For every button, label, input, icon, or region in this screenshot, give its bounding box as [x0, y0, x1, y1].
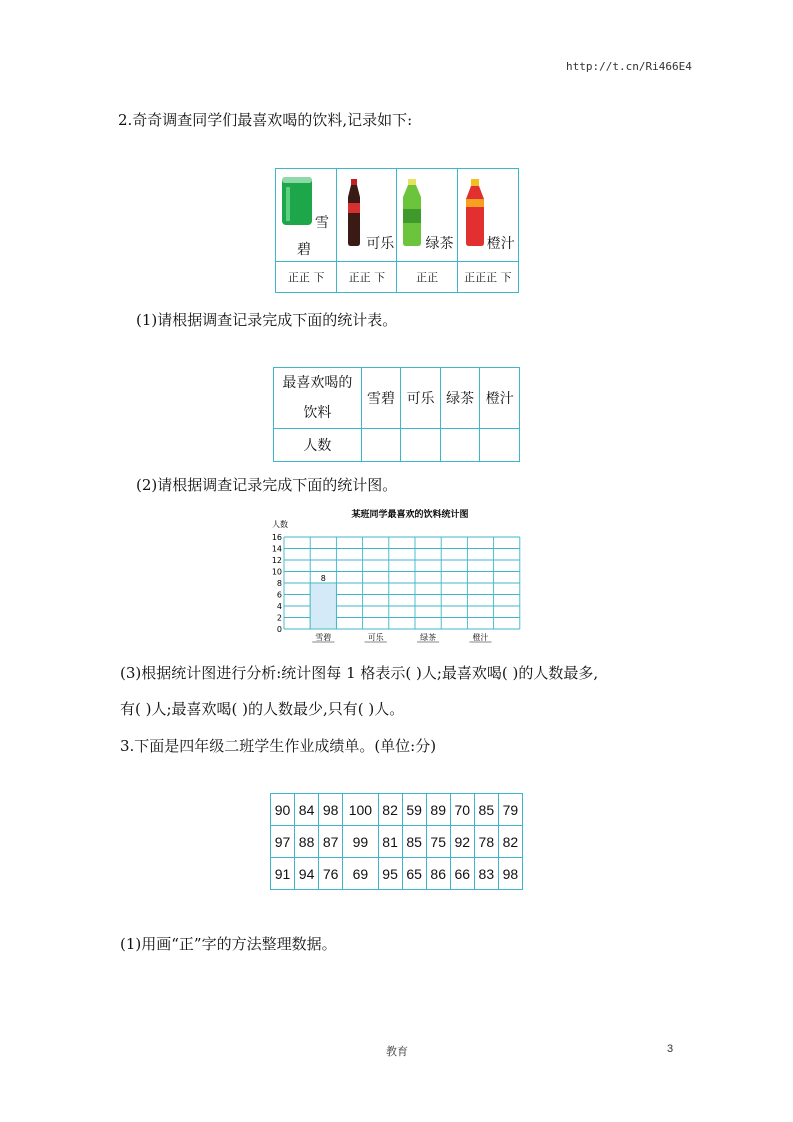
score-cell: 76 — [319, 858, 343, 890]
score-cell: 65 — [402, 858, 426, 890]
record-cell-green-tea — [397, 169, 457, 262]
question-2-part-1: (1)请根据调查记录完成下面的统计表。 — [136, 311, 398, 329]
score-row — [271, 826, 523, 858]
chart-title: 某班同学最喜欢的饮料统计图 — [351, 510, 469, 520]
stats-header-bottom: 饮料 — [303, 405, 332, 421]
drink-name-bottom: 碧 — [297, 242, 311, 258]
score-cell: 82 — [498, 826, 522, 858]
tally-orange-juice: 正正正 下 — [457, 262, 518, 293]
tally-sprite: 正正 下 — [276, 262, 337, 293]
score-cell: 89 — [426, 794, 450, 826]
score-cell: 85 — [402, 826, 426, 858]
score-cell: 88 — [295, 826, 319, 858]
score-cell: 66 — [450, 858, 474, 890]
y-tick-label: 12 — [271, 556, 282, 565]
y-tick-label: 4 — [276, 602, 282, 611]
chart-x-labels — [312, 632, 491, 642]
stats-row-label: 人数 — [274, 429, 362, 462]
score-cell: 91 — [271, 858, 295, 890]
drink-name: 橙汁 — [486, 236, 515, 252]
green-tea-bottle-icon — [400, 179, 424, 247]
score-cell: 83 — [474, 858, 498, 890]
y-tick-label: 16 — [271, 533, 282, 542]
page-number: 3 — [667, 1043, 674, 1055]
y-tick-label: 10 — [271, 567, 282, 577]
score-cell: 98 — [319, 794, 343, 826]
score-cell: 69 — [343, 858, 378, 890]
x-tick-label: 绿茶 — [420, 633, 437, 642]
score-cell: 86 — [426, 858, 450, 890]
score-cell: 81 — [378, 826, 402, 858]
stats-answer-cell[interactable] — [480, 429, 520, 462]
drink-name: 绿茶 — [425, 236, 454, 252]
score-row — [271, 794, 523, 826]
question-3-title: 3.下面是四年级二班学生作业成绩单。(单位:分) — [120, 737, 437, 755]
drink-name: 可乐 — [366, 236, 395, 252]
score-cell: 98 — [498, 858, 522, 890]
score-cell: 99 — [343, 826, 378, 858]
y-tick-label: 8 — [276, 579, 282, 588]
score-cell: 79 — [498, 794, 522, 826]
green-can-icon — [280, 175, 314, 227]
tally-green-tea: 正正 — [397, 262, 457, 293]
y-tick-label: 6 — [276, 590, 282, 600]
stats-header-top: 最喜欢喝的 — [282, 375, 353, 391]
source-url: http://t.cn/Ri466E4 — [566, 60, 692, 73]
x-tick-label: 可乐 — [367, 633, 384, 642]
score-cell: 84 — [295, 794, 319, 826]
score-cell: 92 — [450, 826, 474, 858]
stats-header-cell — [274, 368, 362, 429]
score-cell: 97 — [271, 826, 295, 858]
stats-answer-cell[interactable] — [361, 429, 401, 462]
record-cell-sprite — [276, 169, 337, 262]
drink-record-table — [275, 168, 519, 293]
stats-col-cola: 可乐 — [401, 368, 441, 429]
cola-bottle-icon — [344, 179, 364, 247]
drink-name-top: 雪 — [315, 215, 329, 231]
score-cell: 100 — [343, 794, 378, 826]
stats-col-sprite: 雪碧 — [361, 368, 401, 429]
bar-data-label: 8 — [320, 574, 326, 583]
record-cell-orange-juice — [457, 169, 518, 262]
chart-bars — [310, 574, 336, 629]
question-2-title: 2.奇奇调查同学们最喜欢喝的饮料,记录如下: — [118, 111, 413, 129]
x-tick-label: 橙汁 — [472, 633, 489, 642]
question-3-part-1: (1)用画“正”字的方法整理数据。 — [120, 935, 337, 953]
record-cell-cola — [337, 169, 397, 262]
score-cell: 82 — [378, 794, 402, 826]
score-cell: 87 — [319, 826, 343, 858]
stats-table — [273, 367, 520, 462]
score-cell: 85 — [474, 794, 498, 826]
orange-juice-bottle-icon — [463, 179, 487, 247]
scores-table — [270, 793, 523, 890]
chart-y-ticks — [272, 533, 282, 634]
question-2-part-3-line-1: (3)根据统计图进行分析:统计图每 1 格表示( )人;最喜欢喝( )的人数最多, — [120, 664, 599, 682]
stats-col-green-tea: 绿茶 — [440, 368, 480, 429]
bar-0 — [310, 583, 336, 629]
stats-answer-cell[interactable] — [440, 429, 480, 462]
stats-col-orange-juice: 橙汁 — [480, 368, 520, 429]
score-cell: 94 — [295, 858, 319, 890]
y-tick-label: 2 — [276, 613, 282, 623]
score-cell: 78 — [474, 826, 498, 858]
chart-y-axis-label: 人数 — [272, 520, 288, 529]
score-cell: 70 — [450, 794, 474, 826]
score-cell: 95 — [378, 858, 402, 890]
y-tick-label: 14 — [271, 544, 282, 554]
drink-bar-chart — [262, 505, 532, 648]
y-tick-label: 0 — [276, 625, 282, 634]
score-cell: 59 — [402, 794, 426, 826]
score-cell: 90 — [271, 794, 295, 826]
score-cell: 75 — [426, 826, 450, 858]
tally-cola: 正正 下 — [337, 262, 397, 293]
question-2-part-3-line-2: 有( )人;最喜欢喝( )的人数最少,只有( )人。 — [120, 700, 405, 718]
score-row — [271, 858, 523, 890]
question-2-part-2: (2)请根据调查记录完成下面的统计图。 — [136, 476, 398, 494]
x-tick-label: 雪碧 — [315, 633, 332, 642]
stats-answer-cell[interactable] — [401, 429, 441, 462]
footer-label: 教育 — [386, 1046, 408, 1058]
